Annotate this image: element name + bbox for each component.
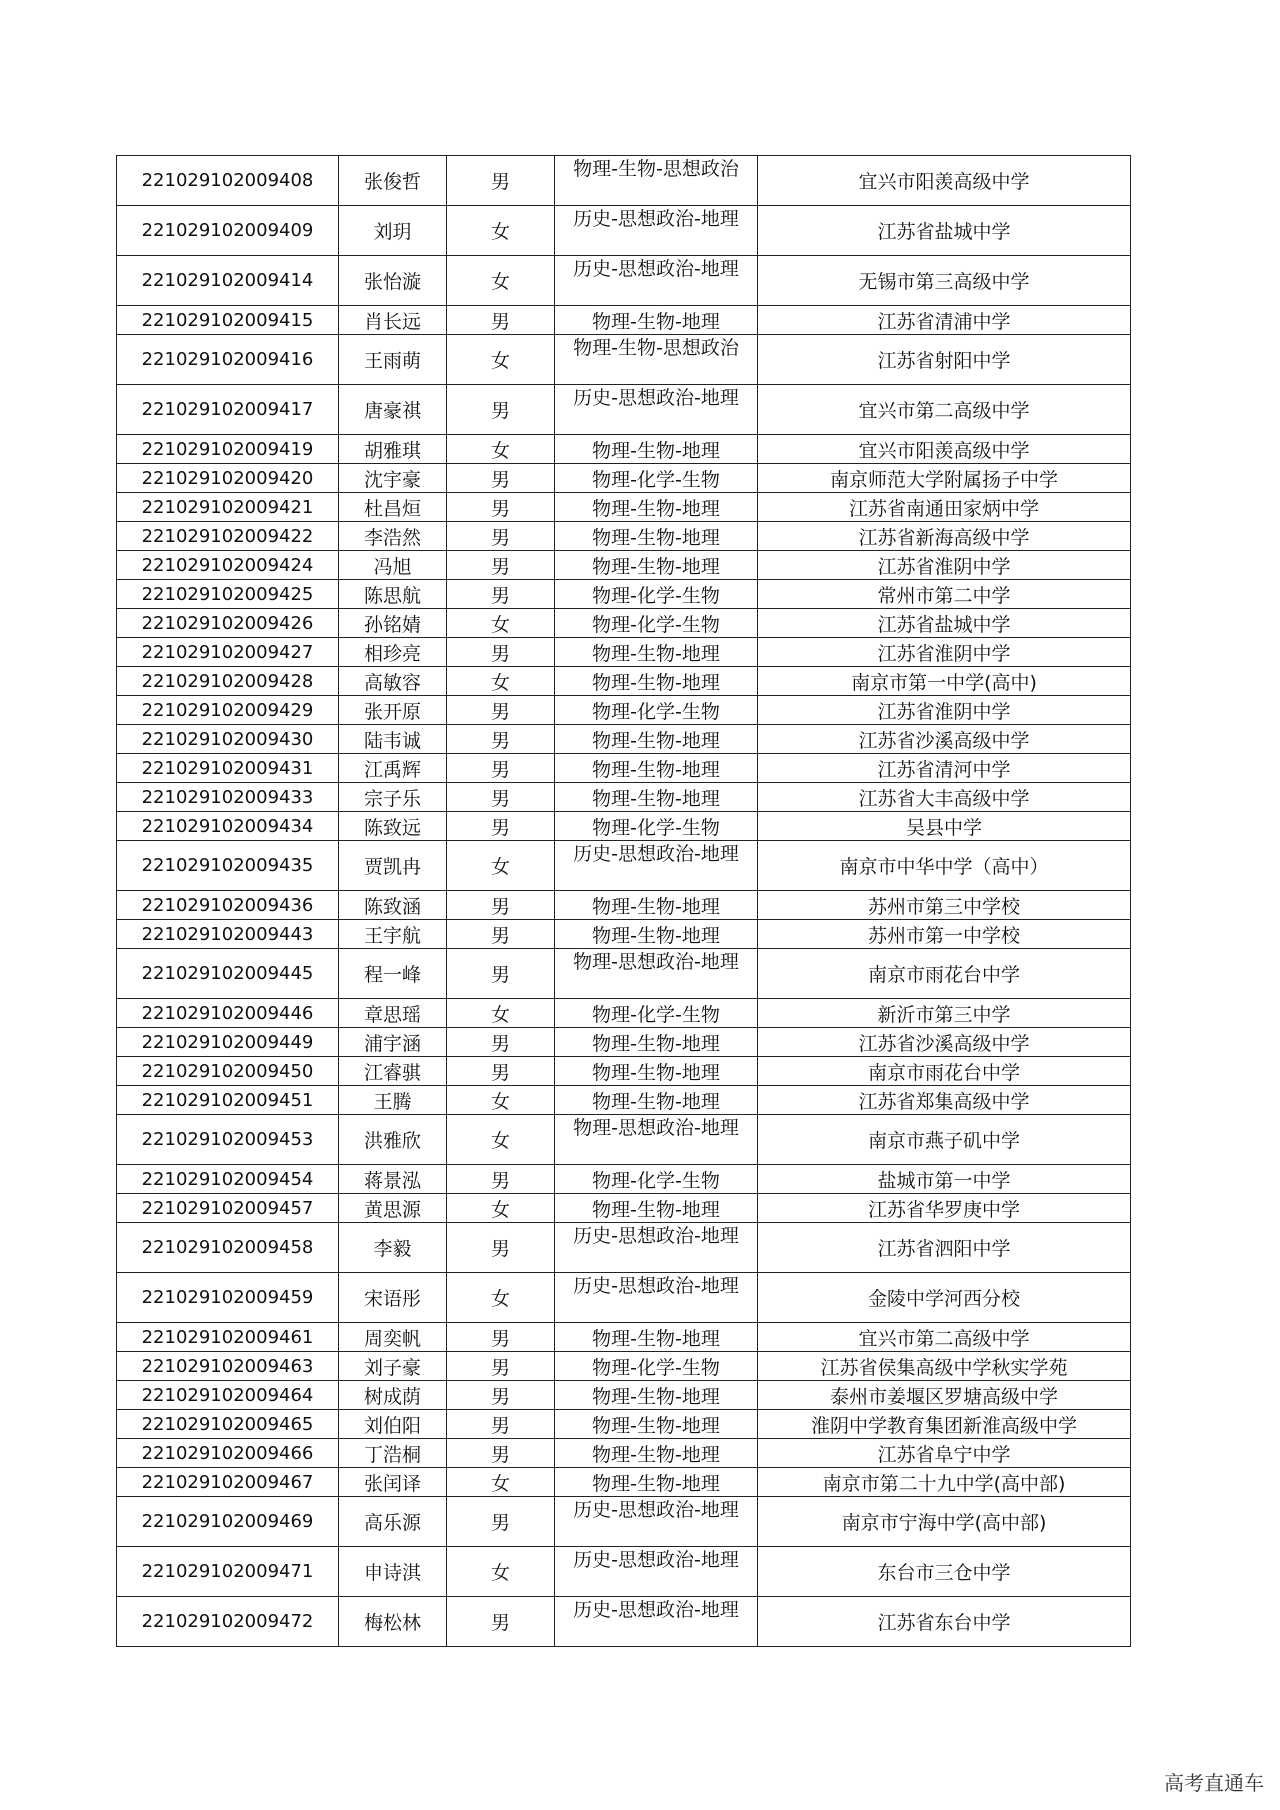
gender-cell: 男 [447,1165,555,1194]
subjects-cell: 物理-化学-生物 [555,1352,758,1381]
school-cell: 苏州市第三中学校 [758,891,1131,920]
exam-id-cell: 221029102009450 [117,1057,339,1086]
name-cell: 沈宇豪 [339,464,447,493]
school-cell: 江苏省东台中学 [758,1597,1131,1647]
subjects-cell: 物理-生物-地理 [555,1468,758,1497]
name-cell: 宗子乐 [339,783,447,812]
table-row [117,1547,1131,1597]
school-cell: 吴县中学 [758,812,1131,841]
exam-id-cell: 221029102009463 [117,1352,339,1381]
table-row [117,1497,1131,1547]
name-cell: 江睿骐 [339,1057,447,1086]
gender-cell: 男 [447,920,555,949]
exam-id-cell: 221029102009453 [117,1115,339,1165]
school-cell: 宜兴市阳羡高级中学 [758,435,1131,464]
gender-cell: 男 [447,156,555,206]
gender-cell: 女 [447,1547,555,1597]
name-cell: 刘伯阳 [339,1410,447,1439]
subjects-cell: 物理-生物-地理 [555,435,758,464]
exam-id-cell: 221029102009454 [117,1165,339,1194]
gender-cell: 女 [447,1115,555,1165]
school-cell: 江苏省盐城中学 [758,206,1131,256]
school-cell: 宜兴市阳羡高级中学 [758,156,1131,206]
gender-cell: 女 [447,841,555,891]
name-cell: 陆韦诚 [339,725,447,754]
gender-cell: 男 [447,1439,555,1468]
exam-id-cell: 221029102009451 [117,1086,339,1115]
table-row [117,435,1131,464]
subjects-cell: 物理-生物-地理 [555,1086,758,1115]
exam-id-cell: 221029102009429 [117,696,339,725]
school-cell: 江苏省淮阴中学 [758,638,1131,667]
name-cell: 张俊哲 [339,156,447,206]
school-cell: 江苏省沙溪高级中学 [758,725,1131,754]
name-cell: 王宇航 [339,920,447,949]
school-cell: 江苏省大丰高级中学 [758,783,1131,812]
name-cell: 浦宇涵 [339,1028,447,1057]
gender-cell: 女 [447,1194,555,1223]
gender-cell: 女 [447,256,555,306]
exam-id-cell: 221029102009431 [117,754,339,783]
exam-id-cell: 221029102009457 [117,1194,339,1223]
gender-cell: 男 [447,725,555,754]
subjects-cell: 历史-思想政治-地理 [555,1223,758,1273]
table-row [117,696,1131,725]
exam-id-cell: 221029102009465 [117,1410,339,1439]
gender-cell: 女 [447,609,555,638]
name-cell: 树成荫 [339,1381,447,1410]
table-row [117,1597,1131,1647]
gender-cell: 男 [447,1057,555,1086]
gender-cell: 男 [447,696,555,725]
school-cell: 金陵中学河西分校 [758,1273,1131,1323]
gender-cell: 男 [447,522,555,551]
school-cell: 南京市第一中学(高中) [758,667,1131,696]
name-cell: 江禹辉 [339,754,447,783]
table-row [117,949,1131,999]
subjects-cell: 物理-化学-生物 [555,609,758,638]
school-cell: 江苏省淮阴中学 [758,696,1131,725]
exam-id-cell: 221029102009430 [117,725,339,754]
name-cell: 王腾 [339,1086,447,1115]
table-row [117,464,1131,493]
gender-cell: 男 [447,493,555,522]
gender-cell: 男 [447,1497,555,1547]
subjects-cell: 物理-生物-地理 [555,306,758,335]
gender-cell: 男 [447,949,555,999]
name-cell: 章思瑶 [339,999,447,1028]
student-table [116,155,1131,1647]
gender-cell: 女 [447,206,555,256]
name-cell: 刘玥 [339,206,447,256]
name-cell: 胡雅琪 [339,435,447,464]
school-cell: 南京市燕子矶中学 [758,1115,1131,1165]
subjects-cell: 物理-生物-地理 [555,667,758,696]
subjects-cell: 历史-思想政治-地理 [555,206,758,256]
subjects-cell: 物理-化学-生物 [555,464,758,493]
school-cell: 南京市中华中学（高中） [758,841,1131,891]
school-cell: 南京市雨花台中学 [758,949,1131,999]
subjects-cell: 物理-生物-地理 [555,1323,758,1352]
table-row [117,156,1131,206]
subjects-cell: 历史-思想政治-地理 [555,1597,758,1647]
table-row [117,891,1131,920]
exam-id-cell: 221029102009425 [117,580,339,609]
table-row [117,725,1131,754]
table-row [117,920,1131,949]
gender-cell: 男 [447,1381,555,1410]
subjects-cell: 物理-生物-地理 [555,920,758,949]
subjects-cell: 物理-生物-地理 [555,1057,758,1086]
gender-cell: 男 [447,306,555,335]
school-cell: 江苏省华罗庚中学 [758,1194,1131,1223]
school-cell: 江苏省阜宁中学 [758,1439,1131,1468]
table-row [117,1323,1131,1352]
exam-id-cell: 221029102009420 [117,464,339,493]
exam-id-cell: 221029102009471 [117,1547,339,1597]
table-row [117,1194,1131,1223]
exam-id-cell: 221029102009434 [117,812,339,841]
table-row [117,1439,1131,1468]
table-row [117,1057,1131,1086]
school-cell: 南京市宁海中学(高中部) [758,1497,1131,1547]
name-cell: 贾凯冉 [339,841,447,891]
exam-id-cell: 221029102009408 [117,156,339,206]
name-cell: 张怡漩 [339,256,447,306]
school-cell: 常州市第二中学 [758,580,1131,609]
subjects-cell: 历史-思想政治-地理 [555,841,758,891]
exam-id-cell: 221029102009435 [117,841,339,891]
name-cell: 蒋景泓 [339,1165,447,1194]
subjects-cell: 物理-生物-地理 [555,493,758,522]
school-cell: 南京市雨花台中学 [758,1057,1131,1086]
school-cell: 无锡市第三高级中学 [758,256,1131,306]
school-cell: 江苏省侯集高级中学秋实学苑 [758,1352,1131,1381]
table-row [117,841,1131,891]
gender-cell: 男 [447,385,555,435]
exam-id-cell: 221029102009461 [117,1323,339,1352]
school-cell: 江苏省新海高级中学 [758,522,1131,551]
table-row [117,1468,1131,1497]
exam-id-cell: 221029102009436 [117,891,339,920]
name-cell: 刘子豪 [339,1352,447,1381]
subjects-cell: 物理-化学-生物 [555,999,758,1028]
name-cell: 洪雅欣 [339,1115,447,1165]
subjects-cell: 物理-化学-生物 [555,1165,758,1194]
exam-id-cell: 221029102009415 [117,306,339,335]
name-cell: 张闰译 [339,1468,447,1497]
subjects-cell: 物理-思想政治-地理 [555,949,758,999]
gender-cell: 女 [447,335,555,385]
table-row [117,609,1131,638]
name-cell: 杜昌烜 [339,493,447,522]
name-cell: 肖长远 [339,306,447,335]
name-cell: 申诗淇 [339,1547,447,1597]
subjects-cell: 物理-化学-生物 [555,580,758,609]
subjects-cell: 物理-生物-地理 [555,1381,758,1410]
gender-cell: 男 [447,1223,555,1273]
name-cell: 高敏容 [339,667,447,696]
watermark-text: 高考直通车 [1164,1771,1264,1795]
exam-id-cell: 221029102009417 [117,385,339,435]
table-row [117,306,1131,335]
subjects-cell: 物理-生物-思想政治 [555,156,758,206]
gender-cell: 男 [447,754,555,783]
exam-id-cell: 221029102009409 [117,206,339,256]
table-row [117,812,1131,841]
gender-cell: 男 [447,1323,555,1352]
subjects-cell: 物理-生物-地理 [555,1194,758,1223]
subjects-cell: 历史-思想政治-地理 [555,385,758,435]
table-row [117,1165,1131,1194]
name-cell: 李浩然 [339,522,447,551]
subjects-cell: 物理-生物-地理 [555,754,758,783]
school-cell: 江苏省盐城中学 [758,609,1131,638]
school-cell: 泰州市姜堰区罗塘高级中学 [758,1381,1131,1410]
school-cell: 江苏省沙溪高级中学 [758,1028,1131,1057]
school-cell: 南京师范大学附属扬子中学 [758,464,1131,493]
gender-cell: 男 [447,551,555,580]
table-row [117,1381,1131,1410]
name-cell: 唐豪祺 [339,385,447,435]
gender-cell: 女 [447,1273,555,1323]
exam-id-cell: 221029102009433 [117,783,339,812]
school-cell: 宜兴市第二高级中学 [758,1323,1131,1352]
school-cell: 江苏省射阳中学 [758,335,1131,385]
exam-id-cell: 221029102009414 [117,256,339,306]
table-row [117,1352,1131,1381]
exam-id-cell: 221029102009467 [117,1468,339,1497]
exam-id-cell: 221029102009458 [117,1223,339,1273]
gender-cell: 男 [447,783,555,812]
exam-id-cell: 221029102009466 [117,1439,339,1468]
table-row [117,551,1131,580]
exam-id-cell: 221029102009426 [117,609,339,638]
exam-id-cell: 221029102009469 [117,1497,339,1547]
gender-cell: 男 [447,638,555,667]
exam-id-cell: 221029102009443 [117,920,339,949]
table-row [117,1028,1131,1057]
exam-id-cell: 221029102009419 [117,435,339,464]
table-row [117,256,1131,306]
table-row [117,206,1131,256]
exam-id-cell: 221029102009446 [117,999,339,1028]
name-cell: 相珍亮 [339,638,447,667]
exam-id-cell: 221029102009416 [117,335,339,385]
name-cell: 陈致远 [339,812,447,841]
table-row [117,1273,1131,1323]
subjects-cell: 历史-思想政治-地理 [555,1273,758,1323]
table-row [117,1086,1131,1115]
school-cell: 淮阴中学教育集团新淮高级中学 [758,1410,1131,1439]
table-row [117,1410,1131,1439]
exam-id-cell: 221029102009424 [117,551,339,580]
exam-id-cell: 221029102009445 [117,949,339,999]
subjects-cell: 物理-化学-生物 [555,696,758,725]
name-cell: 王雨萌 [339,335,447,385]
gender-cell: 男 [447,812,555,841]
subjects-cell: 物理-生物-地理 [555,783,758,812]
gender-cell: 女 [447,1086,555,1115]
gender-cell: 女 [447,435,555,464]
name-cell: 黄思源 [339,1194,447,1223]
name-cell: 高乐源 [339,1497,447,1547]
school-cell: 苏州市第一中学校 [758,920,1131,949]
school-cell: 江苏省郑集高级中学 [758,1086,1131,1115]
subjects-cell: 物理-生物-地理 [555,1439,758,1468]
exam-id-cell: 221029102009422 [117,522,339,551]
table-row [117,754,1131,783]
gender-cell: 女 [447,667,555,696]
table-row [117,580,1131,609]
subjects-cell: 物理-生物-地理 [555,551,758,580]
subjects-cell: 物理-生物-思想政治 [555,335,758,385]
gender-cell: 男 [447,1597,555,1647]
exam-id-cell: 221029102009449 [117,1028,339,1057]
subjects-cell: 历史-思想政治-地理 [555,256,758,306]
school-cell: 江苏省泗阳中学 [758,1223,1131,1273]
exam-id-cell: 221029102009459 [117,1273,339,1323]
subjects-cell: 物理-思想政治-地理 [555,1115,758,1165]
subjects-cell: 物理-生物-地理 [555,1028,758,1057]
name-cell: 冯旭 [339,551,447,580]
table-row [117,667,1131,696]
gender-cell: 男 [447,1410,555,1439]
name-cell: 宋语彤 [339,1273,447,1323]
name-cell: 丁浩桐 [339,1439,447,1468]
exam-id-cell: 221029102009464 [117,1381,339,1410]
table-row [117,638,1131,667]
subjects-cell: 物理-生物-地理 [555,891,758,920]
table-row [117,385,1131,435]
subjects-cell: 物理-化学-生物 [555,812,758,841]
table-row [117,522,1131,551]
exam-id-cell: 221029102009428 [117,667,339,696]
gender-cell: 男 [447,464,555,493]
exam-id-cell: 221029102009421 [117,493,339,522]
subjects-cell: 物理-生物-地理 [555,638,758,667]
school-cell: 南京市第二十九中学(高中部) [758,1468,1131,1497]
table-row [117,1115,1131,1165]
school-cell: 宜兴市第二高级中学 [758,385,1131,435]
name-cell: 程一峰 [339,949,447,999]
school-cell: 盐城市第一中学 [758,1165,1131,1194]
student-table-body [117,156,1131,1647]
gender-cell: 女 [447,999,555,1028]
name-cell: 周奕帆 [339,1323,447,1352]
school-cell: 东台市三仓中学 [758,1547,1131,1597]
name-cell: 梅松林 [339,1597,447,1647]
name-cell: 陈致涵 [339,891,447,920]
school-cell: 新沂市第三中学 [758,999,1131,1028]
school-cell: 江苏省南通田家炳中学 [758,493,1131,522]
subjects-cell: 历史-思想政治-地理 [555,1547,758,1597]
table-row [117,493,1131,522]
school-cell: 江苏省清浦中学 [758,306,1131,335]
table-row [117,783,1131,812]
name-cell: 李毅 [339,1223,447,1273]
gender-cell: 男 [447,580,555,609]
subjects-cell: 历史-思想政治-地理 [555,1497,758,1547]
exam-id-cell: 221029102009427 [117,638,339,667]
subjects-cell: 物理-生物-地理 [555,725,758,754]
school-cell: 江苏省淮阴中学 [758,551,1131,580]
gender-cell: 男 [447,1352,555,1381]
table-row [117,999,1131,1028]
exam-id-cell: 221029102009472 [117,1597,339,1647]
subjects-cell: 物理-生物-地理 [555,522,758,551]
gender-cell: 女 [447,1468,555,1497]
name-cell: 孙铭婧 [339,609,447,638]
gender-cell: 男 [447,1028,555,1057]
subjects-cell: 物理-生物-地理 [555,1410,758,1439]
table-row [117,335,1131,385]
school-cell: 江苏省清河中学 [758,754,1131,783]
gender-cell: 男 [447,891,555,920]
name-cell: 陈思航 [339,580,447,609]
name-cell: 张开原 [339,696,447,725]
table-row [117,1223,1131,1273]
